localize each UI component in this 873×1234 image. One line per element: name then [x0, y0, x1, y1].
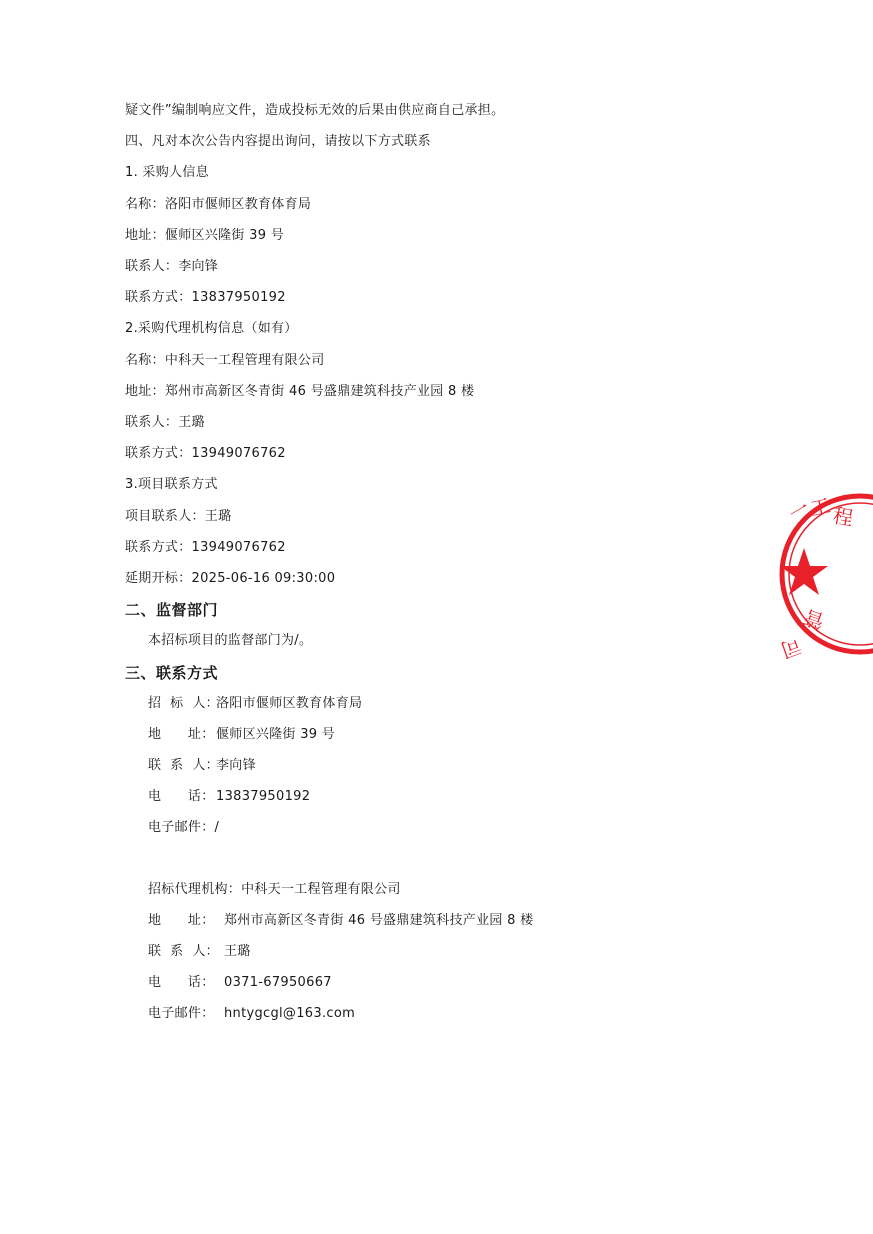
agency-contact: 联系人：王璐 — [125, 415, 205, 430]
project-phone: 联系方式：13949076762 — [125, 540, 286, 555]
project-title: 3.项目联系方式 — [125, 477, 218, 492]
tenderer-address-label: 地 址： — [148, 727, 215, 742]
agency2-email — [148, 1006, 355, 1022]
agency2-name — [148, 882, 401, 898]
agency2-address-value: 郑州市高新区冬青街 46 号盛鼎建筑科技产业园 8 楼 — [224, 913, 534, 928]
tenderer-email-value: / — [214, 820, 220, 835]
project-opening: 延期开标：2025-06-16 09:30:00 — [125, 571, 336, 586]
seal-star-icon — [780, 548, 828, 595]
seal-char-2: 工 — [808, 493, 833, 521]
agency2-contact-value: 王璐 — [224, 944, 251, 959]
company-seal — [777, 488, 855, 663]
seal-graphic — [777, 488, 855, 663]
tenderer-phone-label: 电 话： — [148, 789, 215, 804]
section4-title: 四、凡对本次公告内容提出询问，请按以下方式联系 — [125, 134, 431, 149]
tenderer-contact — [148, 758, 256, 774]
tenderer-contact-value: 李向锋 — [216, 758, 256, 773]
agency2-address — [148, 913, 533, 929]
intro-line: 疑文件”编制响应文件，造成投标无效的后果由供应商自己承担。 — [125, 103, 505, 118]
tenderer-name — [148, 696, 362, 712]
seal-char-1: 一 — [784, 495, 814, 527]
tenderer-label: 招 标 人： — [148, 696, 219, 711]
purchaser-title: 1. 采购人信息 — [125, 165, 209, 180]
agency-address: 地址：郑州市高新区冬青街 46 号盛鼎建筑科技产业园 8 楼 — [125, 384, 475, 399]
agency-title: 2.采购代理机构信息（如有） — [125, 321, 298, 336]
tenderer-email — [148, 820, 219, 836]
purchaser-contact: 联系人：李向锋 — [125, 259, 219, 274]
agency2-email-value: hntygcgl@163.com — [224, 1006, 356, 1021]
tenderer-address-value: 偃师区兴隆街 39 号 — [216, 727, 336, 742]
agency2-phone-value: 0371-67950667 — [224, 975, 332, 990]
agency2-email-label: 电子邮件： — [148, 1006, 215, 1021]
purchaser-name: 名称：洛阳市偃师区教育体育局 — [125, 197, 312, 212]
agency-name: 名称：中科天一工程管理有限公司 — [125, 353, 325, 368]
agency2-contact-label: 联 系 人： — [148, 944, 219, 959]
tenderer-email-label: 电子邮件： — [148, 820, 215, 835]
tenderer-phone-value: 13837950192 — [216, 789, 311, 804]
seal-char-3: 程 — [831, 503, 855, 531]
agency2-phone-label: 电 话： — [148, 975, 215, 990]
contacts-heading: 三、联系方式 — [125, 664, 219, 682]
seal-char-5: 司 — [777, 633, 805, 663]
tenderer-contact-label: 联 系 人： — [148, 758, 219, 773]
agency2-address-label: 地 址： — [148, 913, 215, 928]
purchaser-address: 地址：偃师区兴隆街 39 号 — [125, 228, 285, 243]
agency2-phone — [148, 975, 332, 991]
agency-phone: 联系方式：13949076762 — [125, 446, 286, 461]
agency2-contact — [148, 944, 251, 960]
agency2-label: 招标代理机构： — [148, 882, 242, 897]
tenderer-value: 洛阳市偃师区教育体育局 — [216, 696, 363, 711]
tenderer-address — [148, 727, 335, 743]
supervision-heading: 二、监督部门 — [125, 601, 219, 619]
purchaser-phone: 联系方式：13837950192 — [125, 290, 286, 305]
tenderer-phone — [148, 789, 310, 805]
agency2-value: 中科天一工程管理有限公司 — [241, 882, 401, 897]
project-contact: 项目联系人：王璐 — [125, 509, 232, 524]
seal-char-4: 管 — [800, 604, 828, 634]
supervision-text: 本招标项目的监督部门为/。 — [148, 633, 313, 648]
